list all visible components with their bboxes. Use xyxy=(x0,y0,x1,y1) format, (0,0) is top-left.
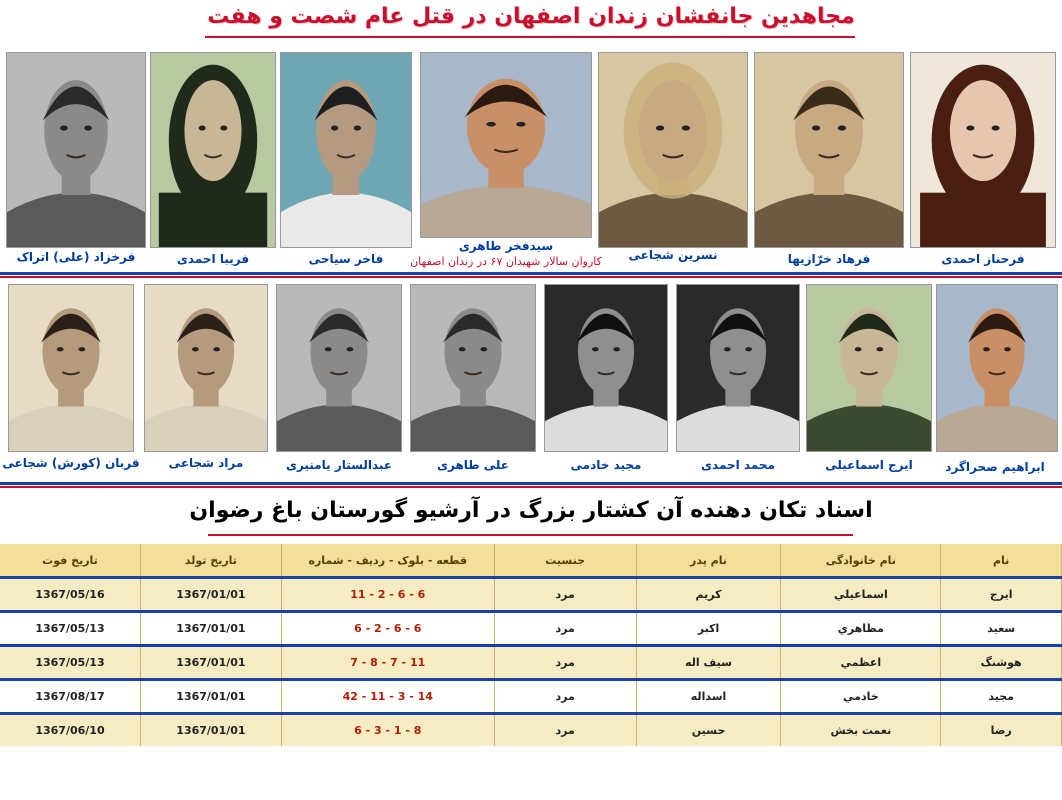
table-row xyxy=(0,578,1062,612)
portrait-photo xyxy=(6,52,146,248)
cell-birth-date: 1367/01/01 xyxy=(140,578,281,612)
portrait-caption: عبدالستار یامنیری xyxy=(285,458,393,472)
portrait-card xyxy=(276,284,402,472)
portrait-photo xyxy=(676,284,800,452)
cell-gender: مرد xyxy=(494,612,636,646)
title-underline xyxy=(205,36,855,38)
portrait-caption: ايرج اسماعيلی xyxy=(825,458,913,472)
cell-birth-date: 1367/01/01 xyxy=(140,612,281,646)
documents-title: اسناد تکان دهنده آن کشتار بزرگ در آرشيو گورستان باغ رضوان xyxy=(189,498,873,523)
cell-gender: مرد xyxy=(494,714,636,747)
col-last-name: نام خانوادگی xyxy=(781,544,941,578)
separator-red-2 xyxy=(0,486,1062,488)
portrait-card xyxy=(280,52,412,266)
cell-death-date: 1367/05/13 xyxy=(0,612,140,646)
portrait-caption: محمد احمدی xyxy=(701,458,775,472)
portrait-caption: نسرين شجاعی xyxy=(628,248,718,262)
portrait-card xyxy=(410,52,602,268)
portrait-caption: فاخر سیاحی xyxy=(308,252,384,266)
portrait-caption: قربان (کورش) شجاعی xyxy=(2,456,140,470)
cell-death-date: 1367/05/16 xyxy=(0,578,140,612)
cell-first-name: مجيد xyxy=(941,680,1062,714)
cell-father-name: حسين xyxy=(636,714,781,747)
cell-first-name: هوشنگ xyxy=(941,646,1062,680)
cell-gender: مرد xyxy=(494,646,636,680)
table-row xyxy=(0,680,1062,714)
cell-first-name: رضا xyxy=(941,714,1062,747)
cell-gender: مرد xyxy=(494,578,636,612)
cell-last-name: اعظمي xyxy=(781,646,941,680)
portrait-photo xyxy=(806,284,932,452)
table-row xyxy=(0,612,1062,646)
cell-location: 6 - 6 - 2 - 11 xyxy=(281,578,494,612)
portrait-card xyxy=(144,284,268,470)
documents-underline xyxy=(208,534,853,536)
portrait-photo xyxy=(936,284,1058,452)
separator-blue xyxy=(0,272,1062,275)
table-header-row xyxy=(0,544,1062,578)
portrait-photo xyxy=(544,284,668,452)
cell-first-name: سعيد xyxy=(941,612,1062,646)
cell-death-date: 1367/08/17 xyxy=(0,680,140,714)
cell-location: 6 - 6 - 2 - 6 xyxy=(281,612,494,646)
portrait-photo xyxy=(410,284,536,452)
separator-blue-2 xyxy=(0,482,1062,485)
portrait-photo xyxy=(150,52,276,248)
portrait-photo xyxy=(8,284,134,452)
cell-last-name: خادمي xyxy=(781,680,941,714)
portrait-caption: فرحناز احمدی xyxy=(941,252,1025,266)
burial-records-table xyxy=(0,544,1062,746)
portrait-photo xyxy=(910,52,1056,248)
col-location: قطعه - بلوک - ردیف - شماره xyxy=(281,544,494,578)
portrait-subcaption: کاروان سالار شهیدان ۶۷ در زندان اصفهان xyxy=(410,255,602,268)
portrait-caption: فريبا احمدی xyxy=(176,252,250,266)
col-death-date: تاریخ فوت xyxy=(0,544,140,578)
cell-last-name: نعمت بخش xyxy=(781,714,941,747)
portrait-photo xyxy=(276,284,402,452)
portrait-card xyxy=(598,52,748,262)
cell-death-date: 1367/05/13 xyxy=(0,646,140,680)
cell-birth-date: 1367/01/01 xyxy=(140,714,281,747)
col-father-name: نام پدر xyxy=(636,544,781,578)
cell-location: 11 - 7 - 8 - 7 xyxy=(281,646,494,680)
portrait-card xyxy=(2,284,140,470)
cell-location: 14 - 3 - 11 - 42 xyxy=(281,680,494,714)
portrait-card xyxy=(936,284,1058,474)
portrait-caption: فرهاد خرّازيها xyxy=(787,252,871,266)
portrait-photo xyxy=(144,284,268,452)
portrait-caption: علی طاهری xyxy=(436,458,509,472)
cell-father-name: اسداله xyxy=(636,680,781,714)
cell-birth-date: 1367/01/01 xyxy=(140,680,281,714)
portrait-caption: فرخزاد (علی) اتراک xyxy=(16,250,136,264)
portrait-photo xyxy=(420,52,592,238)
portrait-card xyxy=(150,52,276,266)
separator-red xyxy=(0,276,1062,278)
portrait-card xyxy=(806,284,932,472)
portrait-card xyxy=(410,284,536,472)
col-first-name: نام xyxy=(941,544,1062,578)
portrait-photo xyxy=(280,52,412,248)
table-row xyxy=(0,714,1062,747)
col-birth-date: تاریخ تولد xyxy=(140,544,281,578)
portrait-card xyxy=(544,284,668,472)
portrait-card xyxy=(754,52,904,266)
portrait-card xyxy=(910,52,1056,266)
portrait-caption: مراد شجاعی xyxy=(168,456,244,470)
cell-gender: مرد xyxy=(494,680,636,714)
cell-birth-date: 1367/01/01 xyxy=(140,646,281,680)
cell-last-name: مظاهري xyxy=(781,612,941,646)
portrait-caption: مجيد خادمی xyxy=(570,458,642,472)
portrait-photo xyxy=(754,52,904,248)
portrait-card xyxy=(6,52,146,264)
cell-father-name: كريم xyxy=(636,578,781,612)
portrait-photo xyxy=(598,52,748,248)
col-gender: جنسیت xyxy=(494,544,636,578)
table-row xyxy=(0,646,1062,680)
page-title: مجاهدين جانفشان زندان اصفهان در قتل عام شصت و هفت xyxy=(207,4,855,29)
cell-location: 8 - 1 - 3 - 6 xyxy=(281,714,494,747)
portrait-caption: ابراهیم صحراگرد xyxy=(945,460,1045,474)
cell-last-name: اسماعيلي xyxy=(781,578,941,612)
cell-first-name: ايرج xyxy=(941,578,1062,612)
portrait-caption: سیدفخر طاهری xyxy=(458,239,554,253)
cell-death-date: 1367/06/10 xyxy=(0,714,140,747)
cell-father-name: سيف اله xyxy=(636,646,781,680)
cell-father-name: اكبر xyxy=(636,612,781,646)
portrait-card xyxy=(676,284,800,472)
